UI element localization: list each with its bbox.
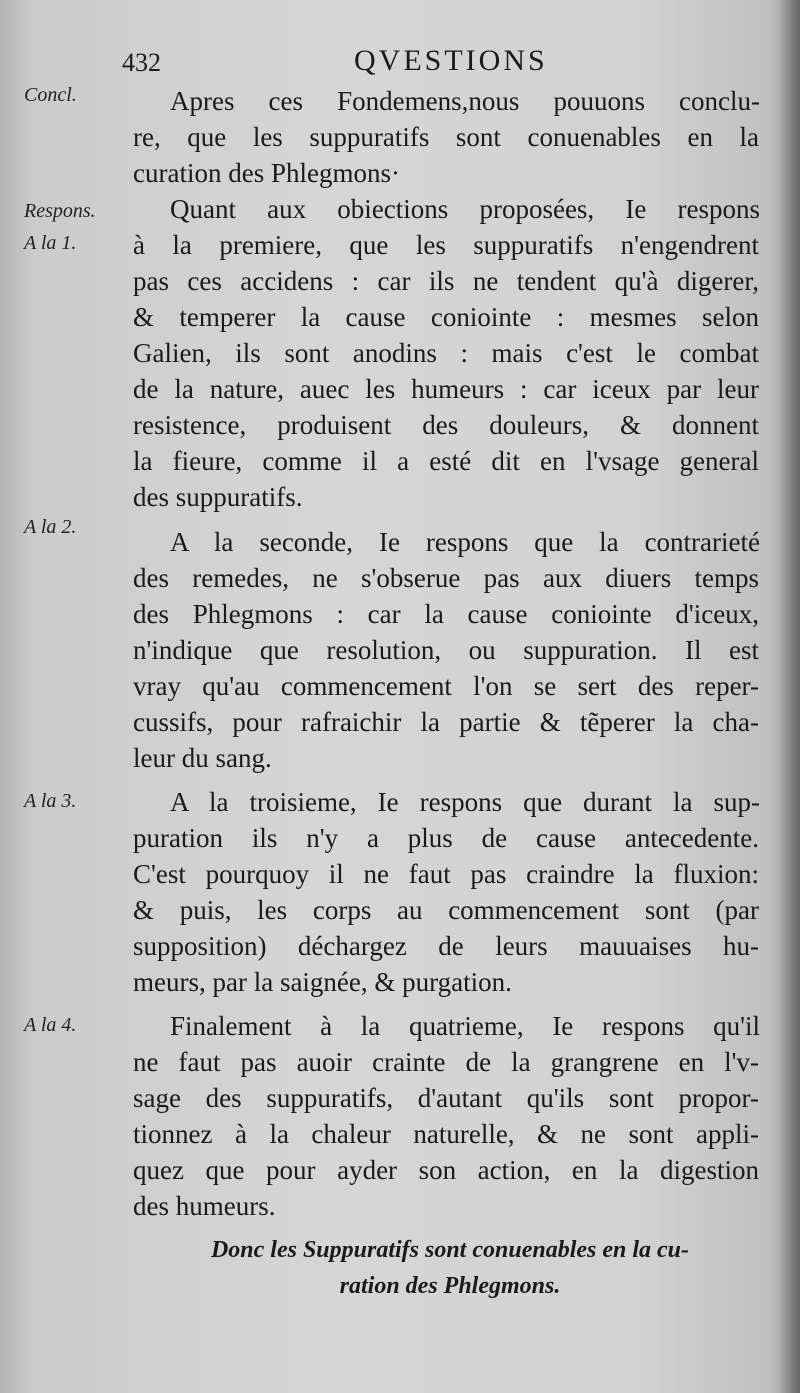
text-line: des Phlegmons : car la cause coniointe d'iceux, [133,599,759,629]
text-line: curation des Phlegmons· [133,158,400,188]
margin-note-second: A la 2. [24,516,77,538]
text-line: des remedes, ne s'obserue pas aux diuers temps [133,563,759,593]
text-line: à la premiere, que les suppuratifs n'engendrent [133,230,759,260]
text-line: C'est pourquoy il ne faut pas craindre la fluxion: [133,859,759,889]
text-line: & temperer la cause coniointe : mesmes selon [133,302,759,332]
text-line: Galien, ils sont anodins : mais c'est le combat [133,338,759,368]
text-line: de la nature, auec les humeurs : car iceux par leur [133,374,759,404]
text-line: meurs, par la saignée, & purgation. [133,967,512,997]
margin-note-conclusion: Concl. [24,84,77,106]
text-line: n'indique que resolution, ou suppuration. Il est [133,635,759,665]
text-line: cussifs, pour rafraichir la partie & tẽperer la cha- [133,707,759,737]
text-line: des humeurs. [133,1191,276,1221]
text-line: la fieure, comme il a esté dit en l'vsage general [133,446,759,476]
text-line: puration ils n'y a plus de cause antecedente. [133,823,759,853]
text-line: A la troisieme, Ie respons que durant la sup- [170,787,760,817]
text-line: supposition) déchargez de leurs mauuaises hu- [133,931,759,961]
text-line: leur du sang. [133,743,272,773]
text-line: re, que les suppuratifs sont conuenables en la [133,122,759,152]
running-title: QVESTIONS [354,44,548,77]
text-line: Quant aux obiections proposées, Ie respons [170,194,760,224]
text-line: des suppuratifs. [133,482,303,512]
text-line: A la seconde, Ie respons que la contrarieté [170,527,760,557]
margin-note-fourth: A la 4. [24,1014,77,1036]
text-line: & puis, les corps au commencement sont (par [133,895,759,925]
text-line: resistence, produisent des douleurs, & donnent [133,410,759,440]
text-line: Apres ces Fondemens,nous pouuons conclu- [170,86,760,116]
text-line: vray qu'au commencement l'on se sert des reper- [133,671,759,701]
text-line: pas ces accidens : car ils ne tendent qu'à digerer, [133,266,759,296]
text-line: Finalement à la quatrieme, Ie respons qu'il [170,1011,760,1041]
conclusion-line: ration des Phlegmons. [339,1273,561,1299]
page-number: 432 [122,48,161,77]
conclusion-line: Donc les Suppuratifs sont conuenables en la cu- [210,1237,690,1263]
margin-note-third: A la 3. [24,790,77,812]
margin-note-first: A la 1. [24,232,77,254]
text-line: ne faut pas auoir crainte de la grangrene en l'v- [133,1047,759,1077]
text-line: sage des suppuratifs, d'autant qu'ils sont propor- [133,1083,759,1113]
text-line: tionnez à la chaleur naturelle, & ne sont appli- [133,1119,759,1149]
margin-note-response: Respons. [24,200,96,222]
text-line: quez que pour ayder son action, en la digestion [133,1155,759,1185]
